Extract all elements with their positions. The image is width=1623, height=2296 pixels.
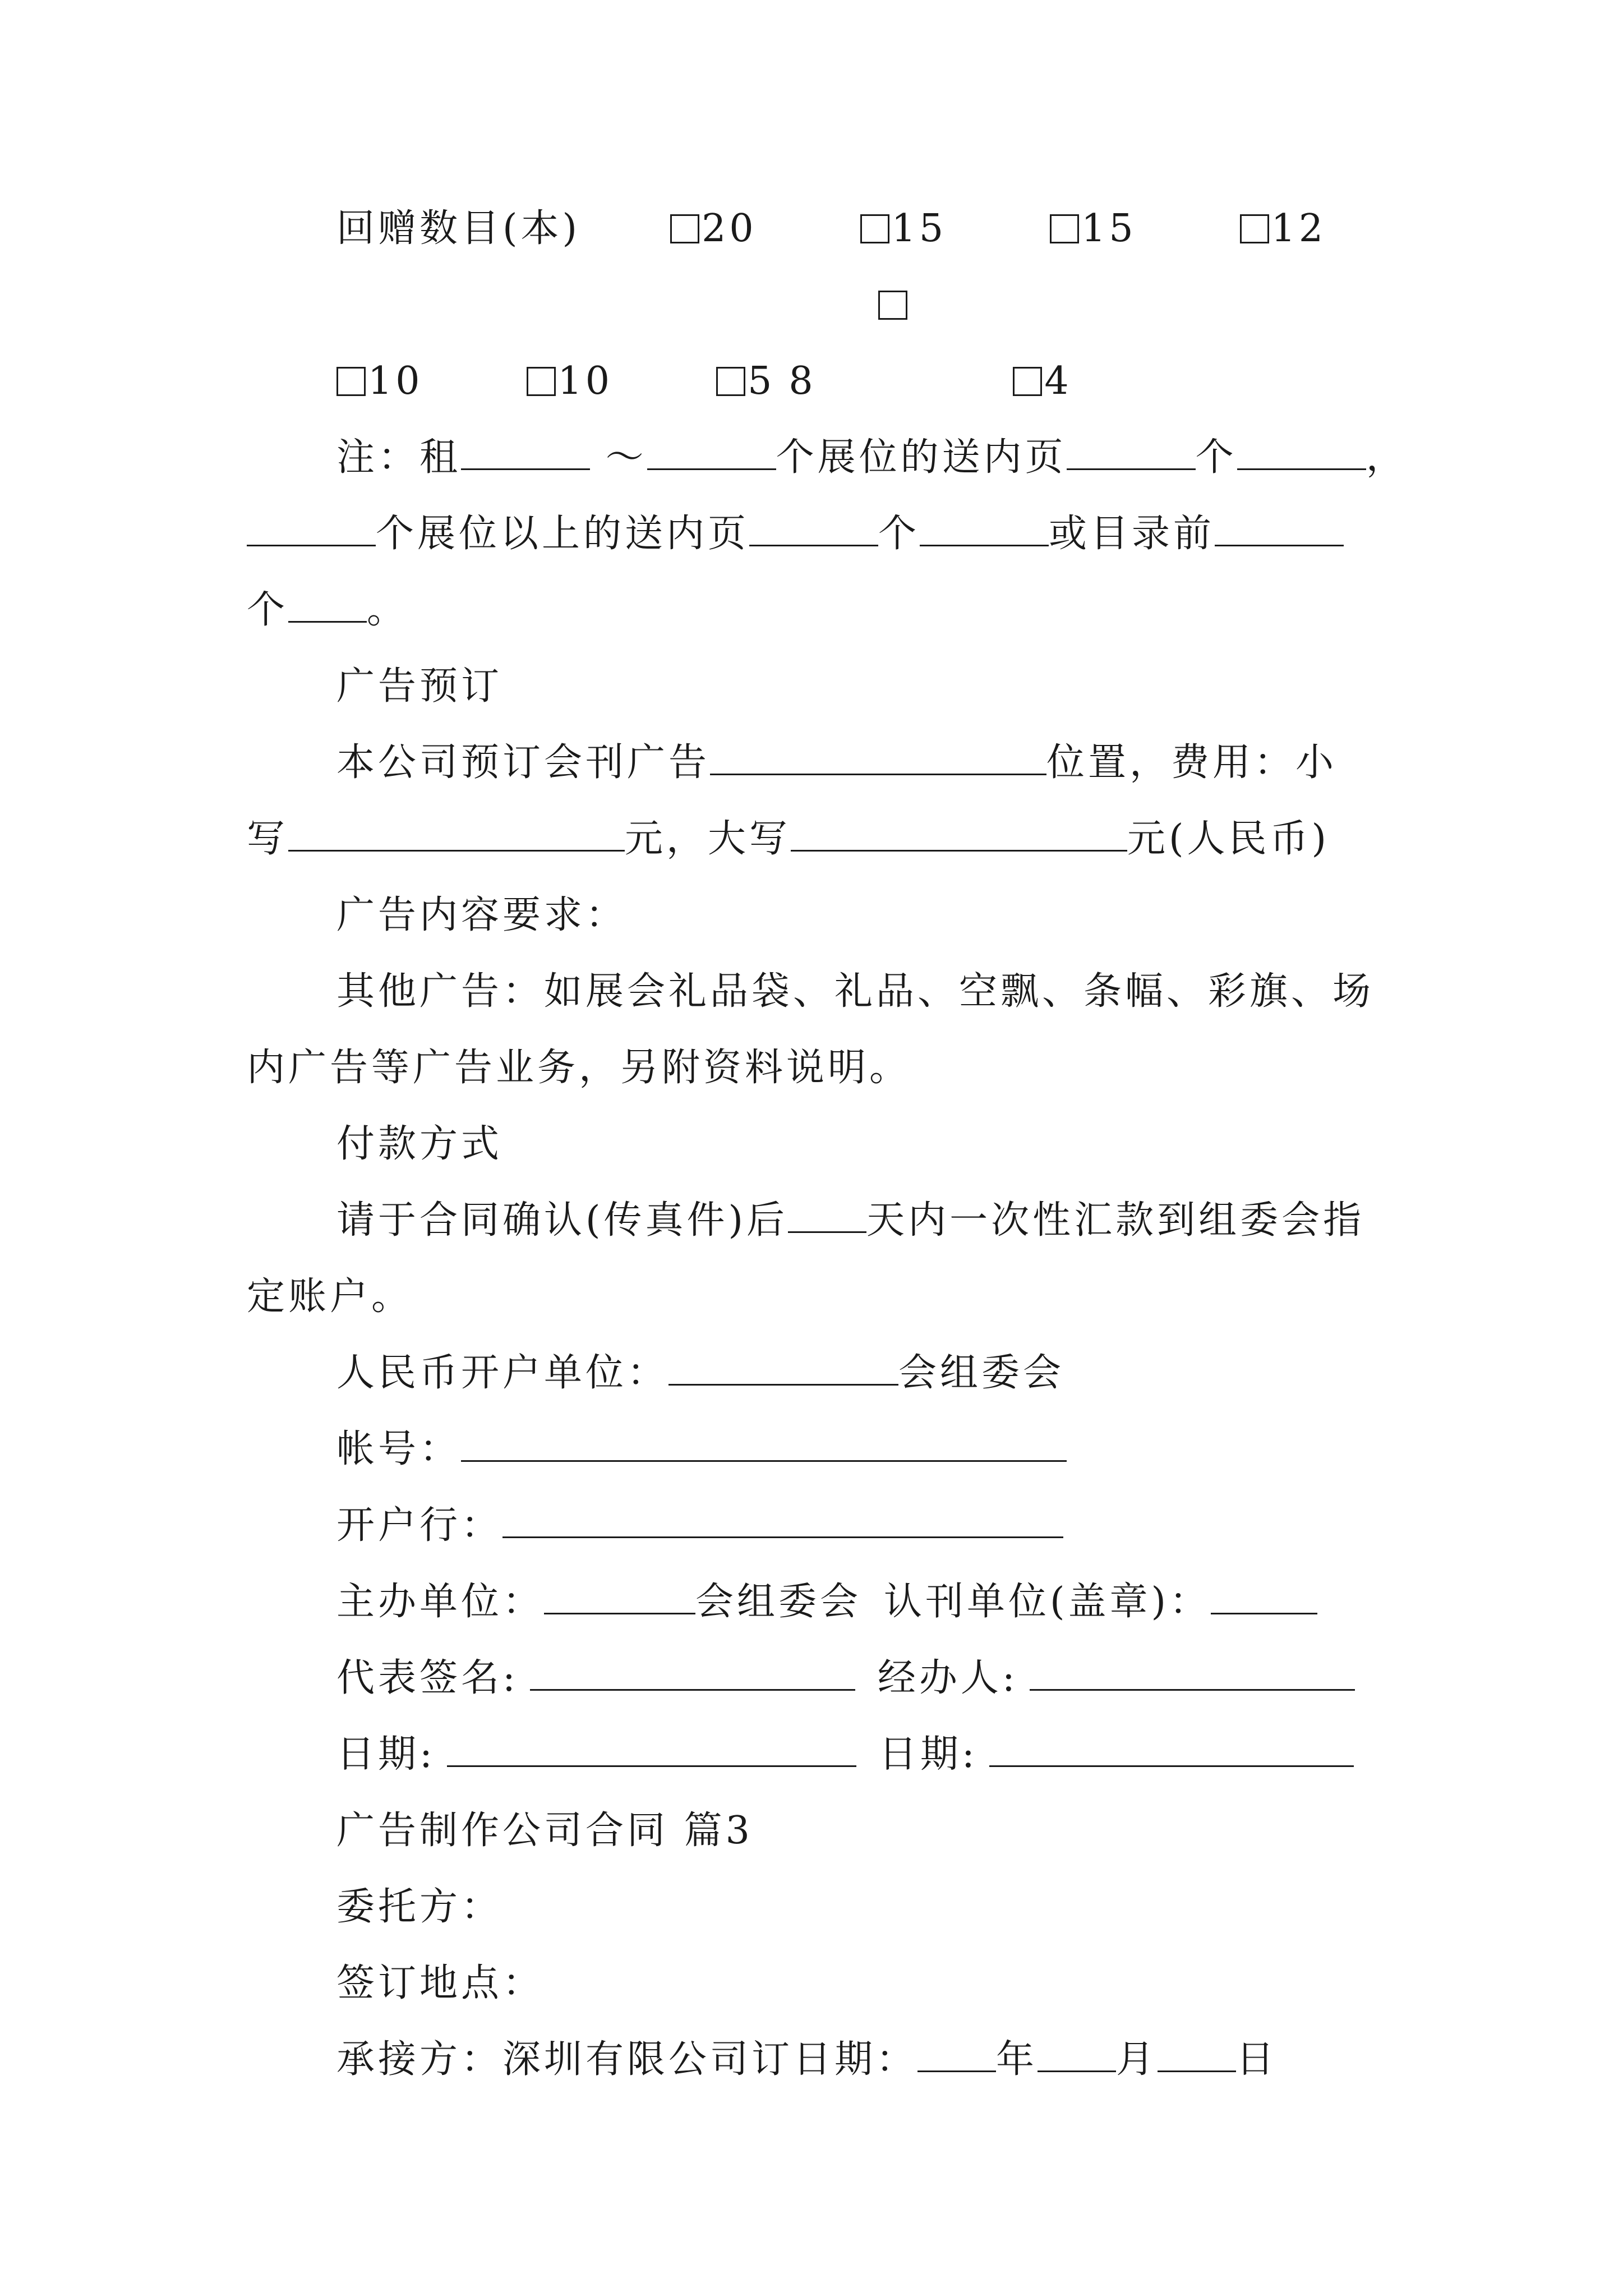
note-blank[interactable]: [1237, 435, 1366, 470]
other-ads: 其他广告：如展会礼品袋、礼品、空飘、条幅、彩旗、场内广告等广告业务，另附资料说明。: [247, 969, 1375, 1090]
note-blank[interactable]: [288, 587, 367, 623]
note-line-3: 个 。: [247, 588, 409, 632]
checkbox-icon[interactable]: [1240, 214, 1269, 243]
gift-option[interactable]: 12: [1150, 191, 1327, 267]
note-line-2: 个展位以上的送内页 个 或目录前: [247, 496, 1391, 572]
year-blank[interactable]: [917, 2037, 996, 2072]
checkbox-icon[interactable]: [1050, 214, 1079, 243]
note-blank[interactable]: [1067, 435, 1196, 470]
month-blank[interactable]: [1038, 2037, 1116, 2072]
payment-heading: 付款方式: [336, 1122, 503, 1166]
checkbox-icon[interactable]: [716, 367, 745, 396]
note-blank[interactable]: [749, 511, 878, 546]
gift-option[interactable]: 8: [789, 267, 910, 420]
fee-upper-blank[interactable]: [791, 816, 1127, 852]
bank-line: 开户行：: [247, 1488, 1391, 1564]
ad-booking-line-2: 写 元，大写 元(人民币): [247, 817, 1330, 861]
gift-option[interactable]: 20: [580, 191, 757, 267]
ad-booking-heading: 广告预订: [336, 664, 503, 708]
account-number-blank[interactable]: [461, 1427, 1067, 1462]
contractor-line: 承接方：深圳有限公司订日期： 年 月 日: [336, 2037, 1278, 2082]
note-blank[interactable]: [920, 511, 1049, 546]
contract3-heading: 广告制作公司合同 篇3: [336, 1809, 753, 1853]
note-blank[interactable]: [247, 511, 376, 546]
host-blank[interactable]: [544, 1579, 695, 1614]
ad-booking-line-1: 本公司预订会刊广告 位置，费用：小: [336, 740, 1338, 785]
ad-position-blank[interactable]: [710, 740, 1046, 775]
signature-line: 代表签名: 经办人:: [247, 1640, 1391, 1717]
note-line-1: 注：租 ～ 个展位的送内页 个 ，: [336, 435, 1408, 480]
note-blank[interactable]: [461, 435, 590, 470]
gift-option[interactable]: 10: [437, 343, 614, 420]
gift-option[interactable]: 4: [923, 343, 1072, 420]
date-blank-1[interactable]: [447, 1732, 856, 1767]
checkbox-icon[interactable]: [1013, 367, 1042, 396]
fee-lower-blank[interactable]: [288, 816, 625, 852]
document-page: [247, 191, 1408, 2098]
payment-days-blank[interactable]: [788, 1198, 866, 1233]
signing-place-line: 签订地点：: [336, 1961, 545, 2005]
checkbox-icon[interactable]: [670, 214, 699, 243]
checkbox-icon[interactable]: [336, 367, 366, 396]
payment-terms: 请于合同确认(传真件)后 天内一次性汇款到组委会指定账户。: [247, 1198, 1365, 1319]
account-unit-blank[interactable]: [668, 1350, 898, 1386]
gift-option[interactable]: 15: [771, 191, 947, 267]
gift-option[interactable]: 15: [960, 191, 1137, 267]
checkbox-icon[interactable]: [860, 214, 889, 243]
bank-blank[interactable]: [502, 1503, 1063, 1538]
checkbox-icon[interactable]: [878, 291, 907, 320]
client-line: 委托方：: [336, 1885, 503, 1929]
host-line: 主办单位： 会组委会 认刊单位(盖章)：: [247, 1564, 1391, 1640]
account-number-line: 帐号：: [247, 1411, 1391, 1488]
rep-signature-blank[interactable]: [530, 1655, 855, 1691]
date-line: 日期: 日期:: [247, 1717, 1391, 1793]
rmb-account-unit-line: 人民币开户单位： 会组委会: [336, 1351, 1065, 1395]
note-blank[interactable]: [1215, 511, 1344, 546]
gift-count-line: [247, 191, 1391, 420]
checkbox-icon[interactable]: [527, 367, 556, 396]
gift-count-label: 回赠数目(本): [336, 206, 581, 251]
date-blank-2[interactable]: [989, 1732, 1354, 1767]
handler-blank[interactable]: [1030, 1655, 1355, 1691]
subscriber-blank[interactable]: [1211, 1579, 1317, 1614]
day-blank[interactable]: [1158, 2037, 1236, 2072]
gift-option[interactable]: 5: [626, 343, 775, 420]
ad-content-requirements: 广告内容要求：: [336, 893, 628, 937]
gift-option[interactable]: 10: [247, 343, 423, 420]
note-blank[interactable]: [647, 435, 776, 470]
